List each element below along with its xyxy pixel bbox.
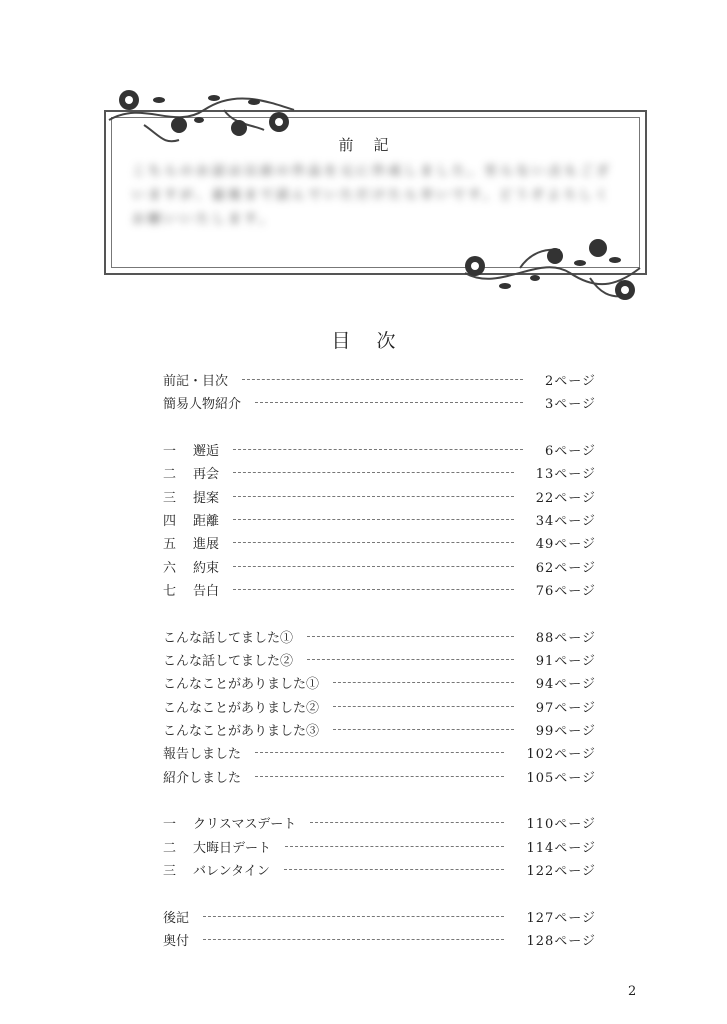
toc-entry-number: 六 <box>163 560 177 576</box>
toc-entry-label <box>163 767 241 786</box>
toc-title: 目次 <box>331 330 422 352</box>
toc-entry-title: バレンタイン <box>193 863 270 879</box>
toc-entry[interactable] <box>163 487 596 507</box>
toc-leader-dots <box>233 542 514 543</box>
toc-entry-page: 122ページ <box>526 863 596 879</box>
toc-entry-page: 94ページ <box>535 677 596 693</box>
page-number: 2 <box>628 984 637 999</box>
toc-entry-title: 簡易人物紹介 <box>163 397 242 413</box>
toc-leader-dots <box>333 682 514 683</box>
toc-entry-page: 62ページ <box>535 560 596 576</box>
toc-entry-page: 114ページ <box>526 840 596 856</box>
toc-entry[interactable] <box>163 463 596 483</box>
toc-entry-page: 88ページ <box>535 630 596 646</box>
toc-entry[interactable] <box>163 533 596 553</box>
toc-entry-number: 二 <box>163 840 177 856</box>
toc-entry-number: 七 <box>163 583 177 599</box>
toc-entry[interactable] <box>163 627 596 647</box>
toc-entry-page: 127ページ <box>526 910 596 926</box>
toc-entry-label <box>163 627 293 646</box>
toc-entry-page: 3ページ <box>544 397 596 413</box>
toc-entry[interactable] <box>163 440 596 460</box>
toc-entry-label <box>163 813 296 832</box>
toc-leader-dots <box>307 636 514 637</box>
toc-entry-title: クリスマスデート <box>193 817 297 833</box>
preface-body: こちらのお話は以前の作品を元に作成しました。至らない点もございますが、最後まで読んでいただけたら幸いです。どうぞよろしくお願いいたします。 <box>132 164 613 227</box>
toc-entry-number: 一 <box>163 444 177 460</box>
toc-entry-title: こんなことがありました② <box>163 700 320 716</box>
toc-entry[interactable] <box>163 370 596 390</box>
toc-entry[interactable] <box>163 767 596 787</box>
toc-entry-title: 紹介しました <box>163 770 242 786</box>
toc-entry-title: 報告しました <box>163 747 242 763</box>
toc-entry-number: 三 <box>163 490 177 506</box>
toc-leader-dots <box>255 776 504 777</box>
toc-entry-title: 再会 <box>193 467 220 483</box>
toc-entry-page: 91ページ <box>535 654 596 669</box>
toc-entry-title: こんなことがありました③ <box>163 723 320 739</box>
toc-entry[interactable] <box>163 510 596 530</box>
toc-entry[interactable] <box>163 930 596 950</box>
toc-leader-dots <box>307 659 514 660</box>
toc-entry-label <box>163 440 219 459</box>
toc-leader-dots <box>233 566 514 567</box>
toc-entry-title: 距離 <box>193 514 220 529</box>
toc-entry-title: 提案 <box>193 490 220 506</box>
toc-leader-dots <box>333 729 514 730</box>
toc-entry-label <box>163 580 219 599</box>
toc-entry-label <box>163 463 219 482</box>
toc-leader-dots <box>310 822 504 823</box>
toc-leader-dots <box>233 519 514 520</box>
toc-entry-page: 128ページ <box>526 934 596 949</box>
toc-entry-label <box>163 650 293 669</box>
toc-entry-label <box>163 673 319 692</box>
toc-entry-page: 6ページ <box>544 444 596 460</box>
toc-entry-page: 76ページ <box>535 583 596 599</box>
toc-entry-page: 22ページ <box>535 490 596 506</box>
toc-leader-dots <box>203 939 504 940</box>
toc-entry-page: 13ページ <box>535 467 596 483</box>
toc-entry-label <box>163 930 189 949</box>
toc-entry-label <box>163 393 241 412</box>
toc-leader-dots <box>242 379 523 380</box>
toc-entry[interactable] <box>163 813 596 833</box>
toc-entry-label <box>163 533 219 552</box>
toc-entry-title: 後記 <box>163 910 190 926</box>
toc-entry[interactable] <box>163 907 596 927</box>
toc-leader-dots <box>203 916 504 917</box>
toc-entry[interactable] <box>163 650 596 670</box>
toc-entry-page: 99ページ <box>535 723 596 739</box>
toc-entry-title: 前記・目次 <box>163 374 229 389</box>
toc-entry-label <box>163 860 270 879</box>
toc-entry-label <box>163 487 219 506</box>
toc-entry-number: 五 <box>163 537 177 553</box>
toc-entry[interactable] <box>163 557 596 577</box>
toc-leader-dots <box>284 869 504 870</box>
toc-leader-dots <box>285 846 504 847</box>
toc-entry-page: 110ページ <box>526 817 596 833</box>
toc-entry-title: こんな話してました① <box>163 630 294 646</box>
toc-entry-label <box>163 510 219 529</box>
toc-entry-title: 進展 <box>193 537 220 553</box>
toc-entry[interactable] <box>163 743 596 763</box>
toc-entry-label <box>163 720 319 739</box>
toc-entry-number: 二 <box>163 467 177 483</box>
toc-entry-page: 2ページ <box>544 374 596 389</box>
toc-entry-title: こんなことがありました① <box>163 677 320 693</box>
toc-entry[interactable] <box>163 860 596 880</box>
toc-entry-title: 告白 <box>193 583 220 599</box>
toc-entry-title: 大晦日デート <box>193 840 272 856</box>
toc-entry-title: 奥付 <box>163 934 190 949</box>
toc-entry-page: 102ページ <box>526 747 596 763</box>
toc-entry-number: 一 <box>163 817 177 833</box>
toc-entry[interactable] <box>163 393 596 413</box>
toc-leader-dots <box>233 472 514 473</box>
toc-entry-label <box>163 743 241 762</box>
toc-entry[interactable] <box>163 580 596 600</box>
toc-entry[interactable] <box>163 837 596 857</box>
toc-leader-dots <box>233 589 514 590</box>
toc-entry[interactable] <box>163 673 596 693</box>
toc-entry-label <box>163 557 219 576</box>
toc-entry-title: 邂逅 <box>193 444 220 460</box>
toc-entry-title: こんな話してました② <box>163 654 294 669</box>
toc-entry-label <box>163 907 189 926</box>
toc-entry-page: 49ページ <box>535 537 596 553</box>
toc-entry-title: 約束 <box>193 560 220 576</box>
toc-leader-dots <box>233 449 523 450</box>
toc-entry-page: 105ページ <box>526 770 596 786</box>
preface-title: 前記 <box>338 136 409 154</box>
toc-entry-label <box>163 370 228 389</box>
toc-leader-dots <box>333 706 514 707</box>
toc-entry-label <box>163 837 271 856</box>
toc-leader-dots <box>233 496 514 497</box>
toc-entry-number: 四 <box>163 514 177 529</box>
toc-entry[interactable] <box>163 697 596 717</box>
toc-leader-dots <box>255 402 523 403</box>
rose-vine-bottom-icon <box>460 238 645 306</box>
toc-leader-dots <box>255 752 504 753</box>
toc-entry[interactable] <box>163 720 596 740</box>
toc-entry-page: 34ページ <box>535 514 596 529</box>
toc-entry-number: 三 <box>163 863 177 879</box>
toc-entry-page: 97ページ <box>535 700 596 716</box>
toc-entry-label <box>163 697 319 716</box>
